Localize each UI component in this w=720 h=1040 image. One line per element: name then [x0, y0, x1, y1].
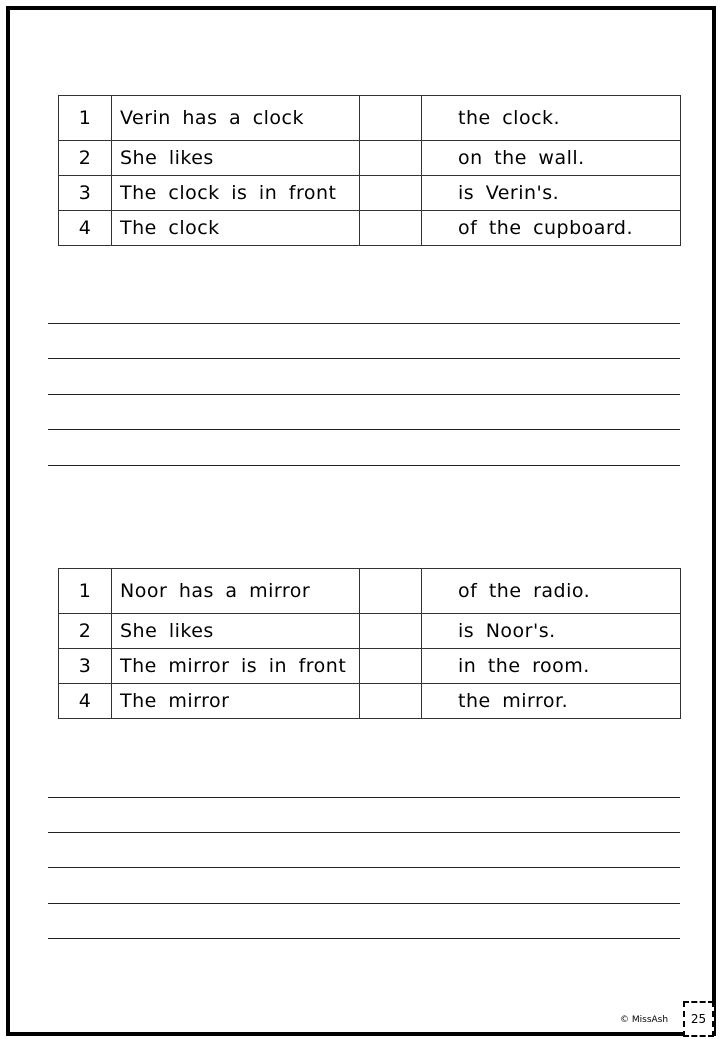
table-row — [59, 176, 681, 211]
sentence-end: is Verin's. — [422, 176, 681, 211]
table-row — [59, 211, 681, 246]
answer-box — [360, 211, 422, 246]
matching-table-1 — [58, 95, 681, 246]
answer-box — [360, 649, 422, 684]
writing-line[interactable] — [48, 465, 680, 466]
table-row — [59, 614, 681, 649]
writing-line[interactable] — [48, 832, 680, 833]
row-number: 4 — [59, 684, 112, 719]
answer-box — [360, 614, 422, 649]
page-number: 25 — [683, 1001, 714, 1037]
sentence-start: She likes — [112, 141, 360, 176]
writing-line[interactable] — [48, 358, 680, 359]
sentence-start: The mirror — [112, 684, 360, 719]
sentence-start: She likes — [112, 614, 360, 649]
answer-box — [360, 684, 422, 719]
writing-line[interactable] — [48, 938, 680, 939]
writing-line[interactable] — [48, 903, 680, 904]
sentence-end: of the radio. — [422, 569, 681, 614]
sentence-end: is Noor's. — [422, 614, 681, 649]
answer-box — [360, 176, 422, 211]
sentence-end: the mirror. — [422, 684, 681, 719]
writing-line[interactable] — [48, 429, 680, 430]
sentence-start: The clock — [112, 211, 360, 246]
sentence-end: the clock. — [422, 96, 681, 141]
row-number: 4 — [59, 211, 112, 246]
row-number: 3 — [59, 176, 112, 211]
table-row — [59, 649, 681, 684]
row-number: 1 — [59, 96, 112, 141]
row-number: 2 — [59, 614, 112, 649]
table-row — [59, 684, 681, 719]
answer-box — [360, 569, 422, 614]
writing-line[interactable] — [48, 394, 680, 395]
writing-line[interactable] — [48, 797, 680, 798]
row-number: 2 — [59, 141, 112, 176]
sentence-start: The clock is in front — [112, 176, 360, 211]
sentence-start: Verin has a clock — [112, 96, 360, 141]
sentence-start: The mirror is in front — [112, 649, 360, 684]
sentence-end: on the wall. — [422, 141, 681, 176]
writing-line[interactable] — [48, 867, 680, 868]
table-row — [59, 141, 681, 176]
row-number: 3 — [59, 649, 112, 684]
sentence-end: of the cupboard. — [422, 211, 681, 246]
table-row — [59, 96, 681, 141]
answer-box — [360, 96, 422, 141]
matching-table-2 — [58, 568, 681, 719]
table-row — [59, 569, 681, 614]
row-number: 1 — [59, 569, 112, 614]
writing-line[interactable] — [48, 323, 680, 324]
answer-box — [360, 141, 422, 176]
sentence-end: in the room. — [422, 649, 681, 684]
sentence-start: Noor has a mirror — [112, 569, 360, 614]
copyright-notice: © MissAsh — [620, 1015, 669, 1025]
